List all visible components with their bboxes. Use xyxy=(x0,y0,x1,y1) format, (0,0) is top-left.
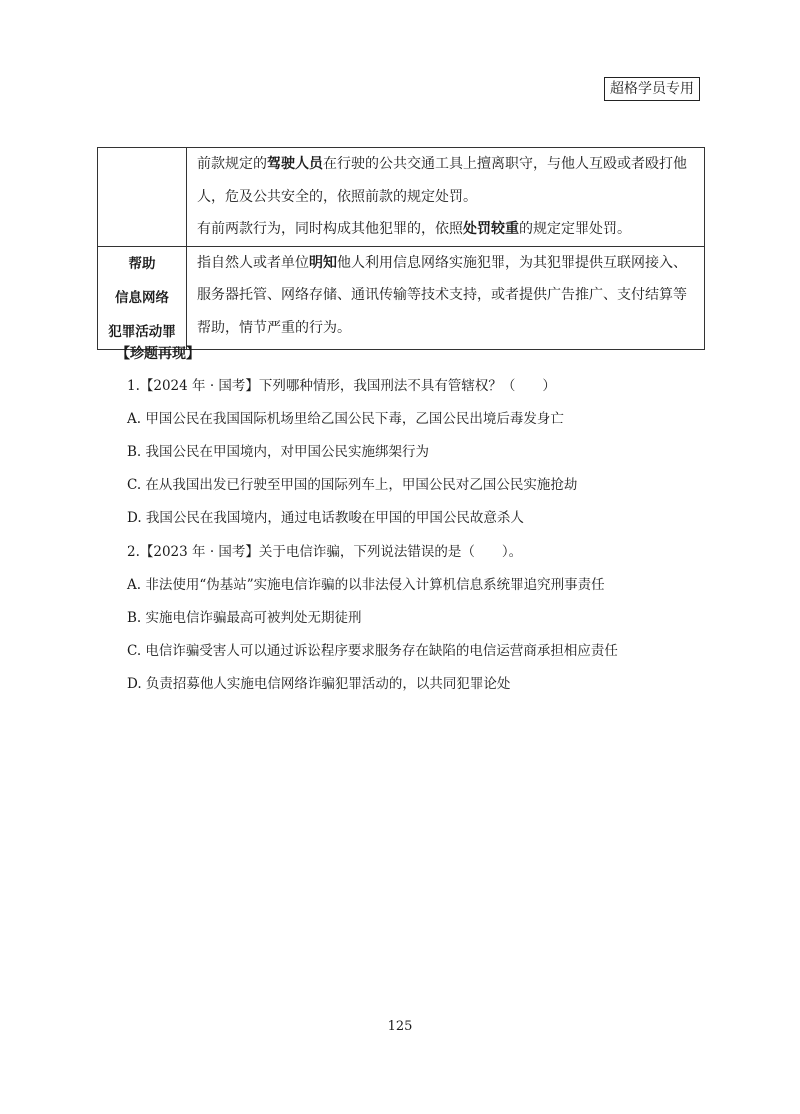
crime-name-line: 信息网络 xyxy=(115,289,169,306)
section-title: 【珍题再现】 xyxy=(116,346,200,362)
crime-name-line: 犯罪活动罪 xyxy=(108,323,176,340)
table-row xyxy=(98,246,705,349)
crime-name-cell xyxy=(98,148,187,247)
question-stem: 1.【2024 年 · 国考】下列哪种情形，我国刑法不具有管辖权？（ ） xyxy=(127,378,556,394)
crime-description-cell xyxy=(187,246,705,349)
answer-option: A. 非法使用“伪基站”实施电信诈骗的以非法侵入计算机信息系统罪追究刑事责任 xyxy=(127,577,605,593)
question-stem: 2.【2023 年 · 国考】关于电信诈骗，下列说法错误的是（ ）。 xyxy=(127,544,523,560)
answer-option: B. 我国公民在甲国境内，对甲国公民实施绑架行为 xyxy=(127,444,430,460)
crime-name-line: 帮助 xyxy=(128,255,156,272)
answer-option: D. 负责招募他人实施电信网络诈骗犯罪活动的，以共同犯罪论处 xyxy=(127,676,511,692)
description-paragraph: 前款规定的驾驶人员在行驶的公共交通工具上擅离职守，与他人互殴或者殴打他人，危及公共安全的，依照前款的规定处罚。 xyxy=(197,156,687,205)
answer-option: C. 在从我国出发已行驶至甲国的国际列车上，甲国公民对乙国公民实施抢劫 xyxy=(127,477,578,493)
emphasis-text: 驾驶人员 xyxy=(267,156,323,172)
emphasis-text: 明知 xyxy=(309,254,337,271)
answer-option: C. 电信诈骗受害人可以通过诉讼程序要求服务存在缺陷的电信运营商承担相应责任 xyxy=(127,643,618,659)
law-table xyxy=(97,147,705,350)
description-paragraph: 指自然人或者单位明知他人利用信息网络实施犯罪，为其犯罪提供互联网接入、服务器托管、网络存储、通讯传输等技术支持，或者提供广告推广、支付结算等帮助，情节严重的行为。 xyxy=(197,254,687,336)
answer-option: B. 实施电信诈骗最高可被判处无期徒刑 xyxy=(127,610,362,626)
description-paragraph: 有前两款行为，同时构成其他犯罪的，依照处罚较重的规定定罪处罚。 xyxy=(197,221,631,237)
answer-option: D. 我国公民在我国境内，通过电话教唆在甲国的甲国公民故意杀人 xyxy=(127,510,524,526)
crime-description-cell xyxy=(187,148,705,247)
emphasis-text: 处罚较重 xyxy=(463,221,519,237)
page-number: 125 xyxy=(387,1019,413,1034)
answer-option: A. 甲国公民在我国国际机场里给乙国公民下毒，乙国公民出境后毒发身亡 xyxy=(127,411,564,427)
table-row xyxy=(98,148,705,247)
crime-name-cell xyxy=(98,246,187,349)
student-only-badge: 超格学员专用 xyxy=(604,77,700,101)
